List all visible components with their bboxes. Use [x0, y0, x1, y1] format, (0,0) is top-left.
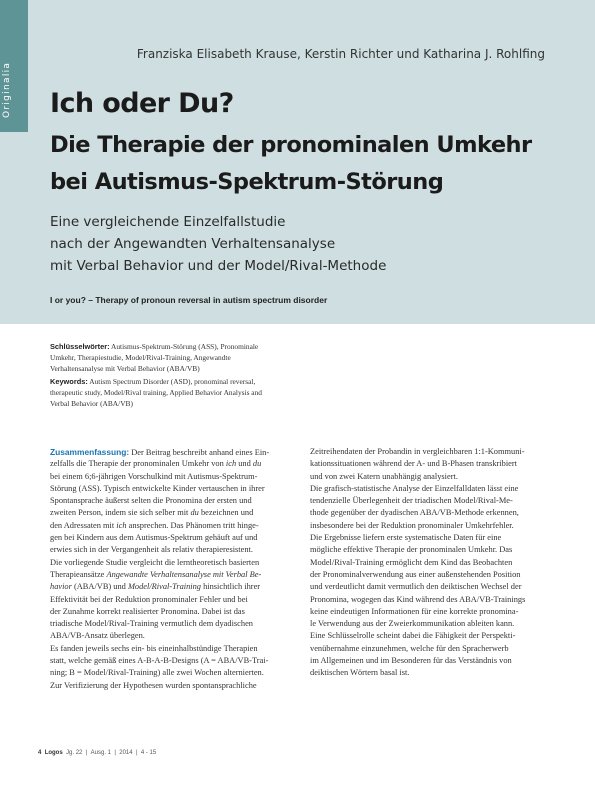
- keywords-en-label: Keywords:: [50, 377, 88, 386]
- abstract-line: Eine Schlüsselrolle scheint dabei die Fähigkeit der Perspekti-: [310, 631, 516, 641]
- abstract-line: deiktischen Wörtern basal ist.: [310, 668, 410, 678]
- abstract-line: le Verwendung aus der Zweierkommunikation ableiten kann.: [310, 619, 515, 629]
- abstract-line: und verdeutlicht damit vermutlich den deiktischen Wechsel der: [310, 582, 522, 592]
- abstract-line: Störung (ASS). Typisch entwickelte Kinder vertauschen in ihrer: [50, 483, 265, 493]
- abstract-line: Zeitreihendaten der Probandin in vergleichbaren 1:1-Kommuni-: [310, 447, 525, 456]
- journal-year: 2014: [119, 750, 133, 756]
- abstract-right-column: [310, 446, 548, 680]
- abstract-line: insbesondere bei der Reduktion pronominaler Umkehrfehler.: [310, 520, 514, 530]
- page-footer: [38, 750, 156, 756]
- footer-separator: |: [114, 750, 116, 756]
- keywords-de-line: Schlüsselwörter: Autismus-Spektrum-Störung (ASS), Pronominale: [50, 342, 259, 351]
- abstract-line: Effektivität bei der Reduktion pronominaler Fehler und bei: [50, 594, 248, 604]
- title-line-2: Die Therapie der pronominalen Umkehr: [50, 132, 532, 158]
- abstract-line: Die Ergebnisse liefern erste systematische Daten für eine: [310, 533, 502, 543]
- abstract-line: im Allgemeinen und im Besonderen für das Verständnis von: [310, 656, 512, 666]
- abstract-line: erwies sich in der Vergangenheit als relativ therapieresistent.: [50, 545, 253, 555]
- abstract-line: der Zunahme korrekt realisierter Pronomina. Dabei ist das: [50, 606, 245, 616]
- abstract-line: keine eindeutigen Informationen für eine korrekte pronomina-: [310, 606, 519, 616]
- abstract-line: den Adressaten mit ich ansprechen. Das Phänomen tritt hinge-: [50, 520, 259, 530]
- keywords-en-line: therapeutic study, Model/Rival training, Applied Behavior Analysis and: [50, 388, 262, 397]
- abstract-line: statt, welche gemäß eines A-B-A-B-Designs (A = ABA/VB-Trai-: [50, 656, 269, 666]
- keywords-en: [50, 376, 262, 409]
- abstract-line: Es fanden jeweils sechs ein- bis eineinhalbstündige Therapien: [50, 643, 258, 653]
- abstract-line: havior (ABA/VB) und Model/Rival-Training hinsichtlich ihrer: [50, 582, 261, 592]
- abstract-line: und von zwei Katern unabhängig analysiert.: [310, 471, 458, 481]
- abstract-line: bei einem 6;6-jährigen Vorschulkind mit Autismus-Spektrum-: [50, 471, 258, 481]
- abstract-line: zweiten Person, indem sie sich selber mit du bezeichnen und: [50, 508, 254, 518]
- abstract-line: Die vorliegende Studie vergleicht die lerntheoretisch basierten: [50, 557, 260, 567]
- subtitle-line-1: Eine vergleichende Einzelfallstudie: [50, 214, 286, 230]
- journal-name: Logos: [44, 750, 63, 756]
- journal-issue: Ausg. 1: [90, 750, 111, 756]
- abstract-line: Zur Verifizierung der Hypothesen wurden spontansprachliche: [50, 680, 257, 690]
- english-title: I or you? – Therapy of pronoun reversal in autism spectrum disorder: [50, 295, 328, 305]
- abstract-line: der Pronominalverwendung aus einer außenstehenden Position: [310, 569, 521, 579]
- abstract-line: kationssituationen während der A- und B-Phasen transkribiert: [310, 459, 518, 469]
- abstract-line: Therapieansätze Angewandte Verhaltensanalyse mit Verbal Be-: [50, 569, 262, 579]
- subtitle-line-2: nach der Angewandten Verhaltensanalyse: [50, 236, 336, 252]
- footer-separator: |: [135, 750, 138, 756]
- abstract-line: Zusammenfassung: Der Beitrag beschreibt anhand eines Ein-: [50, 447, 270, 457]
- abstract-line: ning; B = Model/Rival-Training) alle zwei Wochen alternierten.: [50, 668, 264, 678]
- abstract-line: triadische Model/Rival-Training vermutlich dem dyadischen: [50, 619, 253, 629]
- keywords-de: [50, 341, 258, 374]
- page-number: 4: [38, 750, 42, 756]
- abstract-line: Model/Rival-Training ermöglicht dem Kind das Beobachten: [310, 557, 513, 567]
- abstract-line: Die grafisch-statistische Analyse der Einzelfalldaten lässt eine: [310, 483, 519, 493]
- section-tab: [0, 0, 28, 132]
- abstract-lead: Zusammenfassung:: [50, 447, 130, 457]
- keywords-en-line: Verbal Behavior (ABA/VB): [50, 399, 133, 408]
- keywords-de-label: Schlüsselwörter:: [50, 342, 110, 351]
- section-tab-label: Originalia: [2, 61, 12, 118]
- footer-separator: |: [85, 750, 88, 756]
- subtitle-line-3: mit Verbal Behavior und der Model/Rival-Methode: [50, 258, 387, 274]
- abstract-line: thode gegenüber der dyadischen ABA/VB-Methode erkennen,: [310, 508, 519, 518]
- keywords-de-line: Umkehr, Therapiestudie, Model/Rival-Training, Angewandte: [50, 353, 231, 362]
- abstract-line: gen bei Kindern aus dem Autismus-Spektrum gehäuft auf und: [50, 533, 258, 543]
- title-main: Ich oder Du?: [50, 88, 234, 119]
- abstract-line: mögliche effektive Therapie der pronominalen Umkehr. Das: [310, 545, 513, 555]
- keywords-en-line: Keywords: Autism Spectrum Disorder (ASD), pronominal reversal,: [50, 377, 256, 386]
- abstract-line: ABA/VB-Ansatz überlegen.: [50, 631, 145, 641]
- abstract-line: zelfalls die Therapie der pronominalen Umkehr von ich und du: [50, 459, 262, 469]
- abstract-line: tendenzielle Überlegenheit der triadischen Model/Rival-Me-: [310, 496, 513, 506]
- abstract-line: venübernahme einzunehmen, welche für den Spracherwerb: [310, 643, 509, 653]
- journal-volume: Jg. 22: [66, 750, 83, 756]
- abstract-line: Spontansprache äußerst selten die Pronomina der ersten und: [50, 496, 252, 506]
- title-line-3: bei Autismus-Spektrum-Störung: [50, 169, 444, 195]
- authors: Franziska Elisabeth Krause, Kerstin Richter und Katharina J. Rohlfing: [136, 47, 545, 61]
- journal-pages: 4 - 15: [140, 750, 157, 756]
- abstract-left-column: [50, 446, 279, 692]
- abstract-line: Pronomina, wogegen das Kind während des ABA/VB-Trainings: [310, 594, 526, 604]
- keywords-de-line: Verhaltensanalyse mit Verbal Behavior (ABA/VB): [50, 364, 200, 373]
